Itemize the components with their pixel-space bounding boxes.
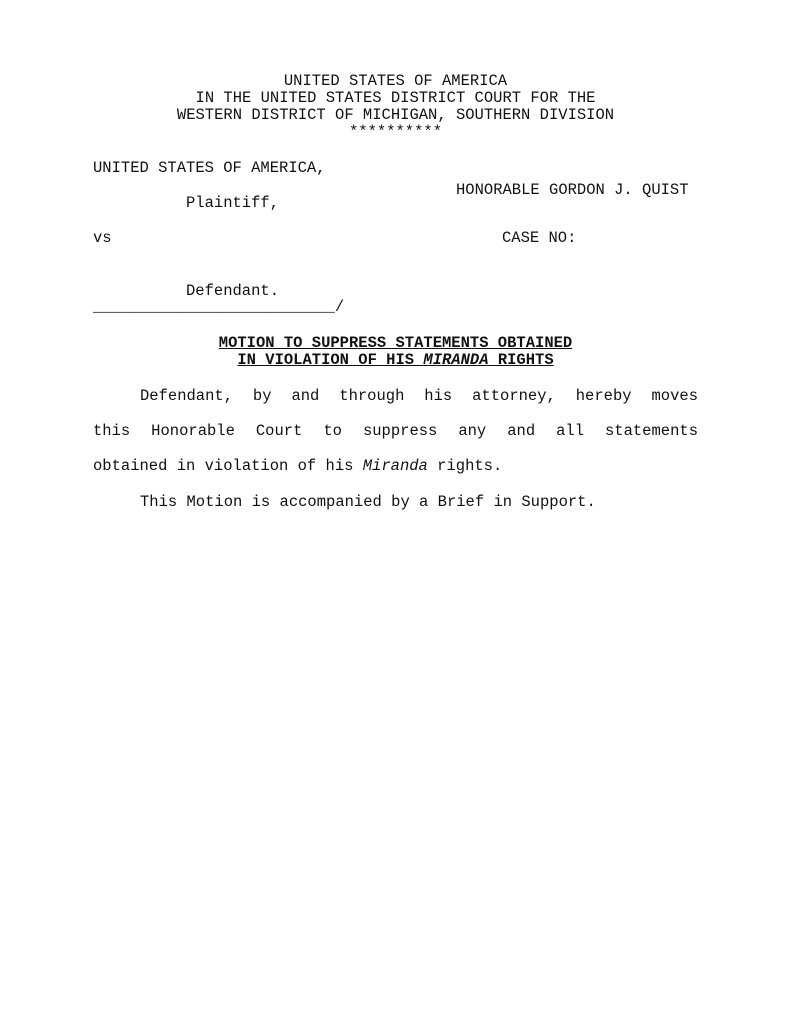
case-number-label: CASE NO: xyxy=(502,229,577,247)
court-header-line-1: UNITED STATES OF AMERICA xyxy=(283,72,508,90)
motion-title-line-1: MOTION TO SUPPRESS STATEMENTS OBTAINED xyxy=(218,334,573,352)
defendant-label: Defendant. xyxy=(186,282,280,300)
paragraph-1-line-1: Defendant, by and through his attorney, hereby moves xyxy=(140,387,698,405)
judge-name: HONORABLE GORDON J. QUIST xyxy=(456,181,689,199)
header-separator-stars: ********** xyxy=(348,123,442,141)
body-paragraph-1 xyxy=(93,379,698,484)
paragraph-1-line-2: this Honorable Court to suppress any and all statements xyxy=(93,422,698,440)
caption-signature-line: __________________________/ xyxy=(93,298,345,316)
title-miranda: MIRANDA xyxy=(423,351,489,369)
body-paragraph-2: This Motion is accompanied by a Brief in Support. xyxy=(140,493,596,511)
plaintiff-label: Plaintiff, xyxy=(186,194,280,212)
plaintiff-name: UNITED STATES OF AMERICA, xyxy=(93,159,326,177)
motion-title-line-2 xyxy=(0,352,791,369)
versus-label: vs xyxy=(93,229,112,247)
title-suffix: RIGHTS xyxy=(488,351,554,369)
paragraph-1-line-3: obtained in violation of his Miranda rights. xyxy=(93,457,503,475)
court-header-line-2: IN THE UNITED STATES DISTRICT COURT FOR THE xyxy=(195,89,596,107)
title-prefix: IN VIOLATION OF HIS xyxy=(237,351,424,369)
court-header-line-3: WESTERN DISTRICT OF MICHIGAN, SOUTHERN DIVISION xyxy=(176,106,615,124)
